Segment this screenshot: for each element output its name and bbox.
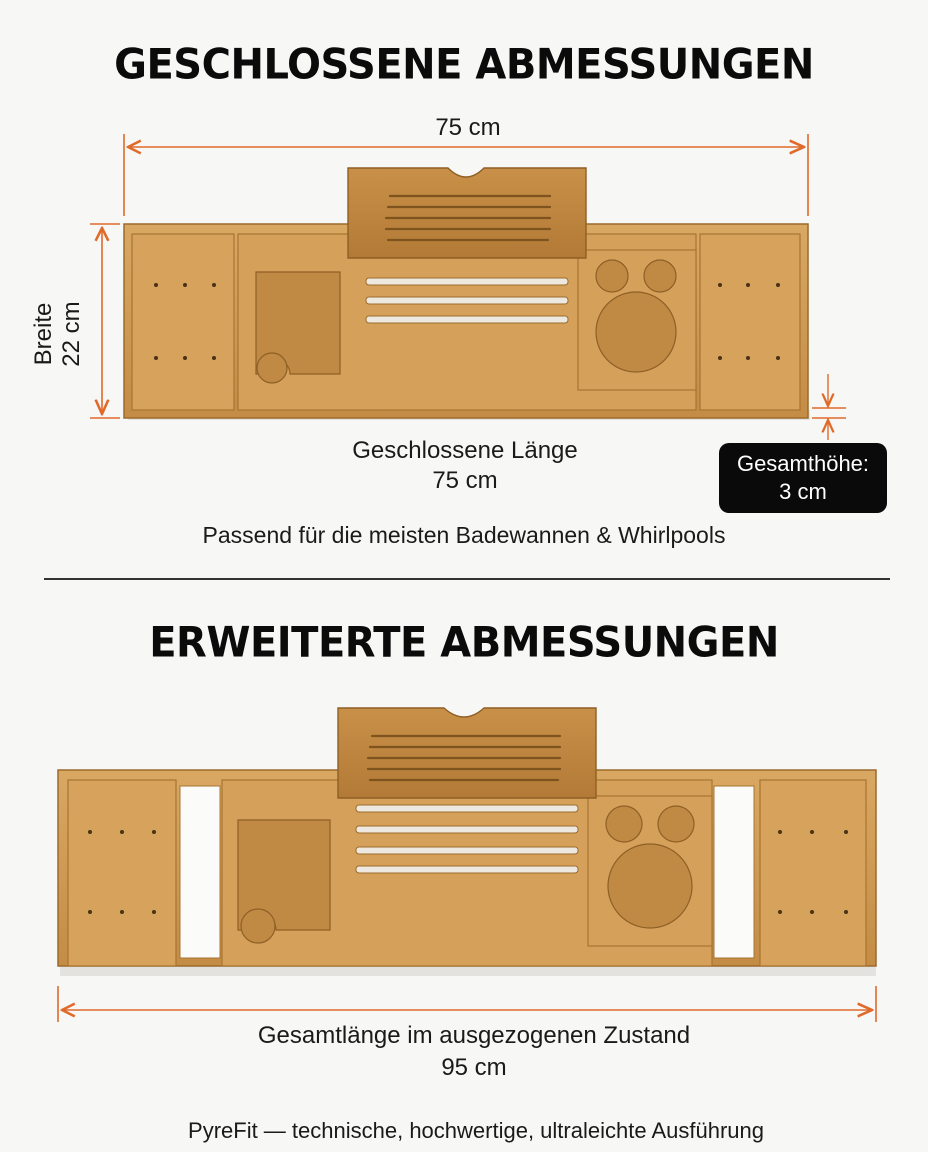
closed-width-label: 75 cm	[435, 114, 501, 141]
height-dimension	[812, 374, 846, 440]
section-divider	[44, 578, 890, 580]
height-badge	[719, 443, 887, 513]
extended-tray	[58, 708, 876, 976]
closed-dimensions-heading: GESCHLOSSENE ABMESSUNGEN	[114, 40, 814, 90]
extended-length-dimension	[58, 986, 876, 1022]
closed-tray	[124, 168, 810, 420]
depth-label-value: 22 cm	[58, 301, 85, 367]
extended-length-caption-value: 95 cm	[441, 1054, 507, 1081]
height-badge-value: 3 cm	[779, 479, 827, 504]
extended-dimensions-heading: ERWEITERTE ABMESSUNGEN	[149, 618, 779, 668]
fit-note: Passend für die meisten Badewannen & Whirlpools	[202, 522, 726, 548]
depth-label-word: Breite	[30, 302, 57, 366]
footer-tagline: PyreFit — technische, hochwertige, ultraleichte Ausführung	[188, 1118, 764, 1143]
closed-depth-dimension	[90, 224, 120, 418]
closed-length-caption-text: Geschlossene Länge	[352, 437, 578, 464]
extended-length-caption-text: Gesamtlänge im ausgezogenen Zustand	[257, 1022, 691, 1049]
closed-length-caption	[290, 436, 640, 496]
closed-depth-label	[30, 264, 90, 404]
closed-length-caption-value: 75 cm	[432, 467, 498, 494]
height-badge-label: Gesamthöhe:	[736, 451, 870, 476]
extended-length-caption	[164, 1020, 784, 1084]
